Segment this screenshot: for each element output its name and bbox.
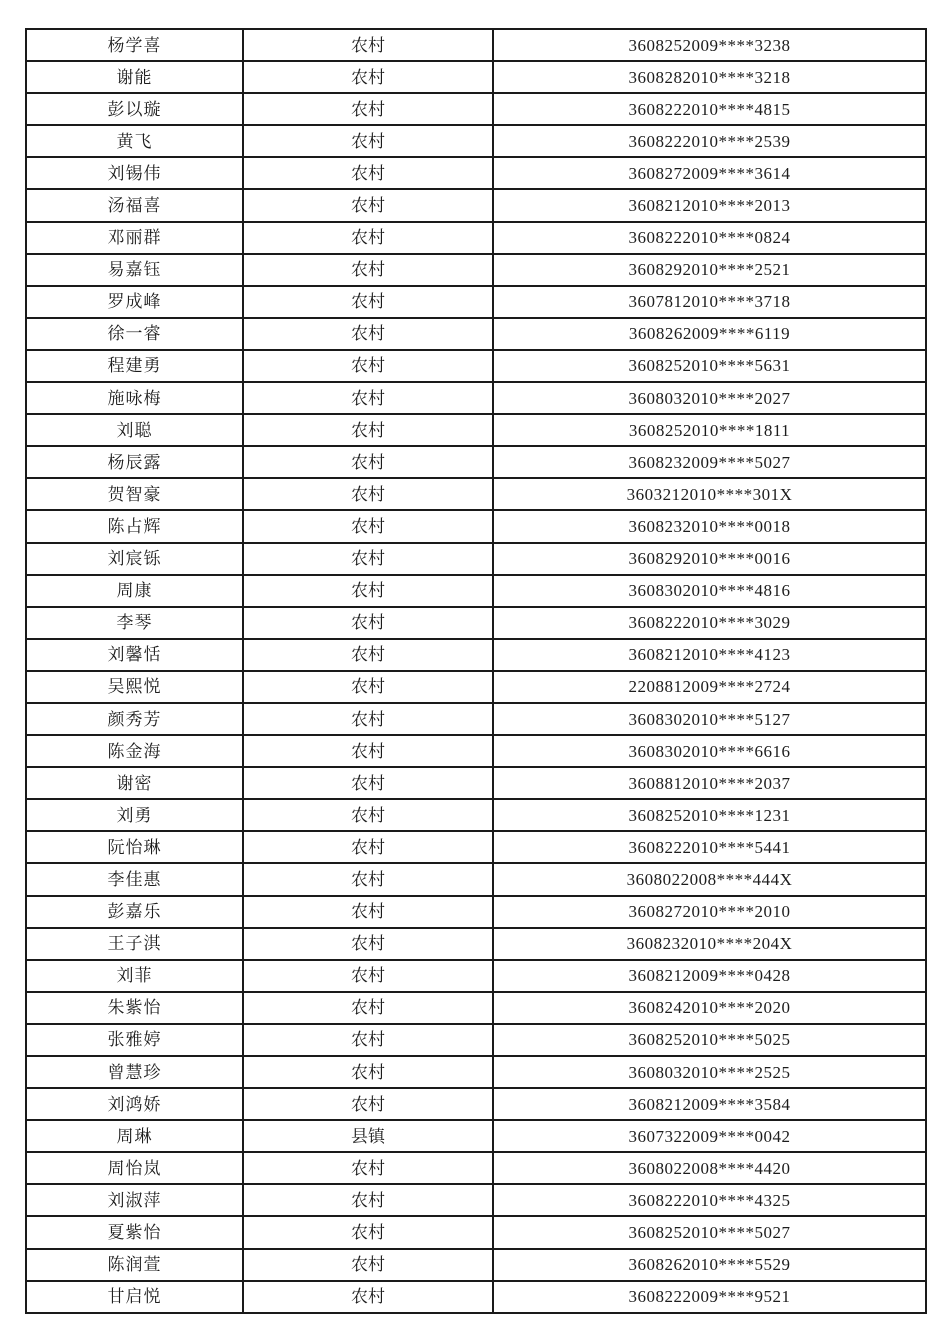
table-row <box>26 960 926 992</box>
id-number-cell: 3608232009****5027 <box>493 446 926 478</box>
table-row <box>26 575 926 607</box>
table-row <box>26 896 926 928</box>
name-cell: 刘聪 <box>26 414 243 446</box>
name-cell: 邓丽群 <box>26 222 243 254</box>
name-cell: 陈金海 <box>26 735 243 767</box>
student-roster-table <box>25 28 927 1314</box>
id-number-cell: 3607322009****0042 <box>493 1120 926 1152</box>
name-cell: 杨学喜 <box>26 29 243 61</box>
id-number-cell: 3608252009****3238 <box>493 29 926 61</box>
id-number-cell: 3608252010****5027 <box>493 1216 926 1248</box>
household-type-cell: 农村 <box>243 254 493 286</box>
name-cell: 甘启悦 <box>26 1281 243 1313</box>
name-cell: 汤福喜 <box>26 189 243 221</box>
household-type-cell: 农村 <box>243 831 493 863</box>
table-row <box>26 863 926 895</box>
id-number-cell: 3603212010****301X <box>493 478 926 510</box>
table-row <box>26 703 926 735</box>
household-type-cell: 农村 <box>243 799 493 831</box>
id-number-cell: 3608282010****3218 <box>493 61 926 93</box>
table-row <box>26 928 926 960</box>
household-type-cell: 农村 <box>243 478 493 510</box>
name-cell: 彭嘉乐 <box>26 896 243 928</box>
table-row <box>26 1088 926 1120</box>
household-type-cell: 农村 <box>243 414 493 446</box>
name-cell: 彭以璇 <box>26 93 243 125</box>
id-number-cell: 3608252010****1811 <box>493 414 926 446</box>
id-number-cell: 3608222010****4815 <box>493 93 926 125</box>
name-cell: 刘宸铄 <box>26 543 243 575</box>
table-row <box>26 1249 926 1281</box>
id-number-cell: 3608212010****4123 <box>493 639 926 671</box>
id-number-cell: 3608222010****4325 <box>493 1184 926 1216</box>
household-type-cell: 农村 <box>243 1281 493 1313</box>
id-number-cell: 3608212010****2013 <box>493 189 926 221</box>
table-row <box>26 799 926 831</box>
name-cell: 谢密 <box>26 767 243 799</box>
household-type-cell: 农村 <box>243 510 493 542</box>
id-number-cell: 3608242010****2020 <box>493 992 926 1024</box>
id-number-cell: 3608222010****2539 <box>493 125 926 157</box>
table-row <box>26 222 926 254</box>
id-number-cell: 3608222010****5441 <box>493 831 926 863</box>
table-row <box>26 93 926 125</box>
name-cell: 夏紫怡 <box>26 1216 243 1248</box>
id-number-cell: 3608262009****6119 <box>493 318 926 350</box>
id-number-cell: 3608292010****0016 <box>493 543 926 575</box>
id-number-cell: 3608302010****5127 <box>493 703 926 735</box>
household-type-cell: 农村 <box>243 1024 493 1056</box>
household-type-cell: 农村 <box>243 735 493 767</box>
name-cell: 罗成峰 <box>26 286 243 318</box>
name-cell: 刘菲 <box>26 960 243 992</box>
table-row <box>26 767 926 799</box>
household-type-cell: 农村 <box>243 222 493 254</box>
household-type-cell: 农村 <box>243 607 493 639</box>
household-type-cell: 农村 <box>243 286 493 318</box>
household-type-cell: 农村 <box>243 671 493 703</box>
household-type-cell: 县镇 <box>243 1120 493 1152</box>
name-cell: 刘锡伟 <box>26 157 243 189</box>
id-number-cell: 3608232010****0018 <box>493 510 926 542</box>
household-type-cell: 农村 <box>243 960 493 992</box>
id-number-cell: 3608212009****3584 <box>493 1088 926 1120</box>
table-row <box>26 1056 926 1088</box>
table-row <box>26 1152 926 1184</box>
name-cell: 刘馨恬 <box>26 639 243 671</box>
table-row <box>26 29 926 61</box>
id-number-cell: 3608272010****2010 <box>493 896 926 928</box>
household-type-cell: 农村 <box>243 125 493 157</box>
table-row <box>26 1281 926 1313</box>
household-type-cell: 农村 <box>243 575 493 607</box>
table-row <box>26 1216 926 1248</box>
household-type-cell: 农村 <box>243 1184 493 1216</box>
name-cell: 谢能 <box>26 61 243 93</box>
table-row <box>26 992 926 1024</box>
table-row <box>26 510 926 542</box>
table-row <box>26 607 926 639</box>
id-number-cell: 3608032010****2525 <box>493 1056 926 1088</box>
name-cell: 黄飞 <box>26 125 243 157</box>
table-row <box>26 350 926 382</box>
household-type-cell: 农村 <box>243 446 493 478</box>
household-type-cell: 农村 <box>243 157 493 189</box>
name-cell: 张雅婷 <box>26 1024 243 1056</box>
id-number-cell: 3608292010****2521 <box>493 254 926 286</box>
table-row <box>26 414 926 446</box>
table-row <box>26 446 926 478</box>
name-cell: 刘勇 <box>26 799 243 831</box>
table-row <box>26 543 926 575</box>
household-type-cell: 农村 <box>243 992 493 1024</box>
id-number-cell: 3608252010****5025 <box>493 1024 926 1056</box>
name-cell: 施咏梅 <box>26 382 243 414</box>
household-type-cell: 农村 <box>243 382 493 414</box>
id-number-cell: 3607812010****3718 <box>493 286 926 318</box>
id-number-cell: 3608212009****0428 <box>493 960 926 992</box>
id-number-cell: 3608252010****5631 <box>493 350 926 382</box>
table-row <box>26 254 926 286</box>
household-type-cell: 农村 <box>243 543 493 575</box>
name-cell: 王子淇 <box>26 928 243 960</box>
id-number-cell: 3608252010****1231 <box>493 799 926 831</box>
name-cell: 周琳 <box>26 1120 243 1152</box>
name-cell: 易嘉钰 <box>26 254 243 286</box>
table-row <box>26 1184 926 1216</box>
name-cell: 曾慧珍 <box>26 1056 243 1088</box>
name-cell: 周怡岚 <box>26 1152 243 1184</box>
name-cell: 周康 <box>26 575 243 607</box>
table-row <box>26 639 926 671</box>
name-cell: 李佳惠 <box>26 863 243 895</box>
id-number-cell: 3608812010****2037 <box>493 767 926 799</box>
household-type-cell: 农村 <box>243 29 493 61</box>
id-number-cell: 3608022008****444X <box>493 863 926 895</box>
id-number-cell: 3608302010****6616 <box>493 735 926 767</box>
household-type-cell: 农村 <box>243 61 493 93</box>
id-number-cell: 3608302010****4816 <box>493 575 926 607</box>
id-number-cell: 3608032010****2027 <box>493 382 926 414</box>
name-cell: 朱紫怡 <box>26 992 243 1024</box>
household-type-cell: 农村 <box>243 350 493 382</box>
table-row <box>26 157 926 189</box>
name-cell: 陈润萱 <box>26 1249 243 1281</box>
household-type-cell: 农村 <box>243 863 493 895</box>
household-type-cell: 农村 <box>243 318 493 350</box>
household-type-cell: 农村 <box>243 928 493 960</box>
household-type-cell: 农村 <box>243 93 493 125</box>
name-cell: 徐一睿 <box>26 318 243 350</box>
name-cell: 程建勇 <box>26 350 243 382</box>
name-cell: 杨辰露 <box>26 446 243 478</box>
household-type-cell: 农村 <box>243 1088 493 1120</box>
name-cell: 陈占辉 <box>26 510 243 542</box>
household-type-cell: 农村 <box>243 896 493 928</box>
table-row <box>26 1120 926 1152</box>
table-row <box>26 671 926 703</box>
id-number-cell: 3608272009****3614 <box>493 157 926 189</box>
household-type-cell: 农村 <box>243 767 493 799</box>
table-row <box>26 125 926 157</box>
table-row <box>26 478 926 510</box>
name-cell: 刘淑萍 <box>26 1184 243 1216</box>
household-type-cell: 农村 <box>243 1152 493 1184</box>
id-number-cell: 3608222009****9521 <box>493 1281 926 1313</box>
name-cell: 吴熙悦 <box>26 671 243 703</box>
household-type-cell: 农村 <box>243 1216 493 1248</box>
table-row <box>26 735 926 767</box>
id-number-cell: 3608222010****0824 <box>493 222 926 254</box>
household-type-cell: 农村 <box>243 639 493 671</box>
name-cell: 贺智豪 <box>26 478 243 510</box>
table-row <box>26 318 926 350</box>
table-row <box>26 286 926 318</box>
table-row <box>26 61 926 93</box>
id-number-cell: 2208812009****2724 <box>493 671 926 703</box>
id-number-cell: 3608232010****204X <box>493 928 926 960</box>
id-number-cell: 3608022008****4420 <box>493 1152 926 1184</box>
table-row <box>26 382 926 414</box>
table-row <box>26 1024 926 1056</box>
household-type-cell: 农村 <box>243 189 493 221</box>
name-cell: 刘鸿娇 <box>26 1088 243 1120</box>
id-number-cell: 3608262010****5529 <box>493 1249 926 1281</box>
household-type-cell: 农村 <box>243 703 493 735</box>
id-number-cell: 3608222010****3029 <box>493 607 926 639</box>
household-type-cell: 农村 <box>243 1249 493 1281</box>
name-cell: 李琴 <box>26 607 243 639</box>
table-row <box>26 189 926 221</box>
name-cell: 阮怡琳 <box>26 831 243 863</box>
name-cell: 颜秀芳 <box>26 703 243 735</box>
table-row <box>26 831 926 863</box>
table-body <box>26 29 926 1313</box>
household-type-cell: 农村 <box>243 1056 493 1088</box>
